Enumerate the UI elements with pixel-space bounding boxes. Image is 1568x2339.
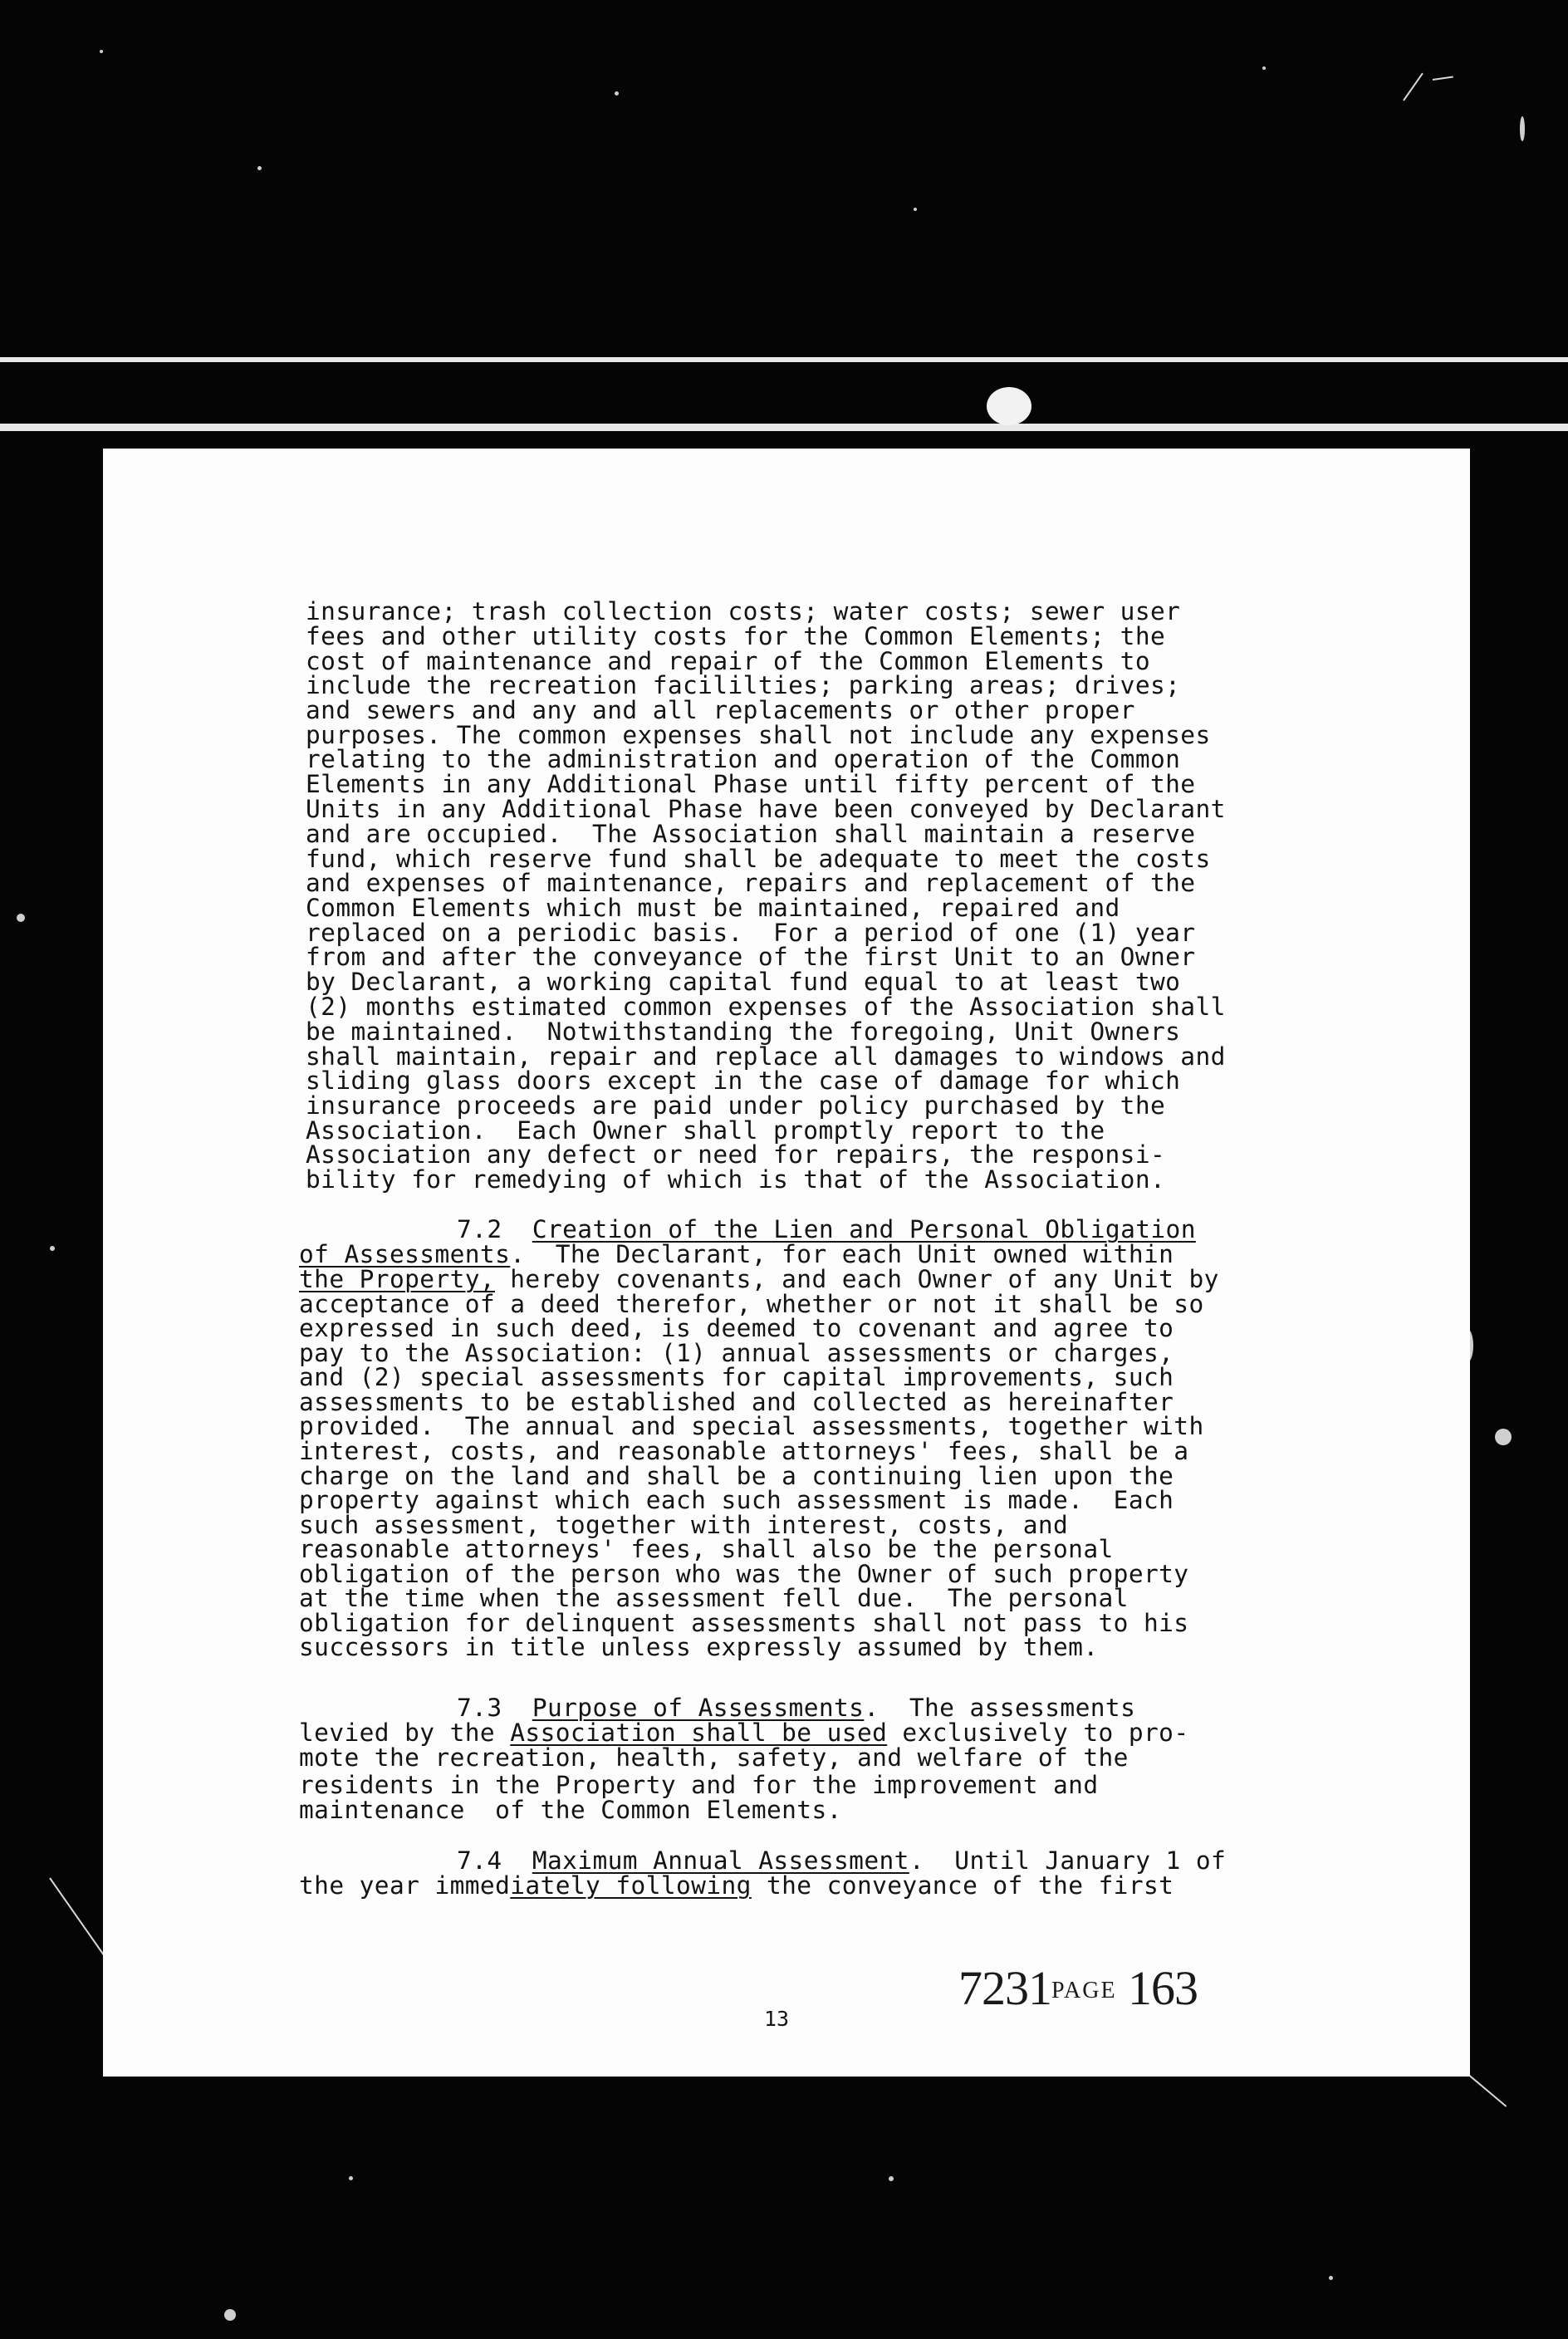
scan-streak [1433,76,1453,81]
text-line: fees and other utility costs for the Common Elements; the [306,622,1166,650]
text-fragment: levied by the [299,1719,511,1747]
text-fragment: the conveyance of the first [751,1871,1174,1900]
text-line: relating to the administration and operation of the Common [306,745,1181,773]
text-line: sliding glass doors except in the case of damage for which [306,1067,1181,1095]
text-line: charge on the land and shall be a continuing lien upon the [299,1462,1174,1490]
text-line: Common Elements which must be maintained, repaired and [306,894,1120,922]
scan-speck [1495,1429,1512,1445]
text-line: fund, which reserve fund shall be adequate to meet the costs [306,845,1211,873]
text-line [299,1721,1188,1746]
text-line: and (2) special assessments for capital improvements, such [299,1363,1174,1391]
section-heading: Purpose of Assessments [532,1694,865,1722]
text-line: (2) months estimated common expenses of the Association shall [306,993,1226,1021]
text-line: acceptance of a deed therefor, whether or not it shall be so [299,1290,1204,1318]
text-line: expressed in such deed, is deemed to covenant and agree to [299,1314,1174,1342]
text-fragment: . The Declarant, for each Unit owned within [510,1240,1174,1268]
text-line: interest, costs, and reasonable attorneys' fees, shall be a [299,1437,1189,1465]
text-fragment: . The assessments [864,1694,1136,1722]
scan-speck [889,2176,894,2181]
text-line: such assessment, together with interest, costs, and [299,1511,1069,1539]
text-line: insurance; trash collection costs; water costs; sewer user [306,597,1181,625]
text-fragment: the year immed [299,1871,511,1900]
scan-speck [257,166,262,170]
scan-speck [914,208,917,211]
text-line [299,1240,1174,1268]
scan-speck [50,1246,55,1251]
text-fragment: exclusively to pro- [887,1719,1189,1747]
text-line: at the time when the assessment fell due. The personal [299,1584,1129,1612]
text-line: Units in any Additional Phase have been conveyed by Declarant [306,795,1226,823]
section-heading-continued: of Assessments [299,1240,511,1268]
document-page [103,449,1470,2077]
text-fragment: hereby covenants, and each Owner of any Unit by [495,1265,1219,1293]
text-line: obligation for delinquent assessments shall not pass to his [299,1609,1189,1637]
text-line: be maintained. Notwithstanding the foregoing, Unit Owners [306,1017,1181,1046]
scan-speck [1329,2276,1333,2280]
underlined-text: the Property, [299,1265,496,1293]
text-line: successors in title unless expressly assumed by them. [299,1633,1099,1661]
section-heading-line [457,1696,1135,1721]
page-number: 13 [764,2007,790,2031]
text-line [299,1871,1174,1900]
text-line: Association any defect or need for repairs, the responsi- [306,1140,1166,1169]
book-page-stamp [958,1960,1198,2016]
text-line: and are occupied. The Association shall maintain a reserve [306,820,1196,848]
scanner-edge-line-bottom [0,424,1568,431]
scan-speck [224,2309,236,2321]
scan-speck [1262,66,1266,70]
book-number: 7231 [958,1961,1051,2015]
text-line: assessments to be established and collected as hereinafter [299,1388,1174,1416]
book-page-number: 163 [1128,1961,1198,2015]
section-heading-line [457,1846,1227,1875]
scan-streak [1403,73,1423,101]
text-line: insurance proceeds are paid under policy purchased by the [306,1091,1166,1120]
text-line: replaced on a periodic basis. For a period of one (1) year [306,919,1196,947]
scan-speck [615,91,619,96]
scan-speck [17,914,25,922]
underlined-text: iately following [510,1871,752,1900]
text-line: mote the recreation, health, safety, and welfare of the [299,1743,1129,1772]
text-line: reasonable attorneys' fees, shall also be the personal [299,1535,1114,1563]
text-line: from and after the conveyance of the first Unit to an Owner [306,943,1196,971]
page-mark: PAGE [1051,1978,1117,2003]
text-line: and expenses of maintenance, repairs and replacement of the [306,869,1196,897]
text-line: shall maintain, repair and replace all damages to windows and [306,1042,1226,1071]
section-number: 7.2 [457,1215,502,1243]
text-line: include the recreation facililties; parking areas; drives; [306,671,1181,699]
scan-artifact-blob [987,387,1031,425]
section-number: 7.4 [457,1846,502,1875]
text-line: property against which each such assessment is made. Each [299,1486,1174,1514]
scan-speck [1520,116,1525,141]
text-line: and sewers and any and all replacements or other proper [306,696,1135,724]
text-line: Association. Each Owner shall promptly report to the [306,1116,1105,1145]
text-line: cost of maintenance and repair of the Common Elements to [306,647,1150,675]
text-line: provided. The annual and special assessments, together with [299,1412,1204,1440]
underlined-text: Association shall be used [510,1719,888,1747]
scan-speck [349,2176,353,2180]
text-line: obligation of the person who was the Owner of such property [299,1560,1189,1588]
scan-speck [100,50,103,53]
text-line: pay to the Association: (1) annual assessments or charges, [299,1339,1174,1367]
text-line: maintenance of the Common Elements. [299,1796,842,1824]
section-heading-line [457,1215,1196,1243]
text-line: purposes. The common expenses shall not include any expenses [306,721,1211,749]
scanner-edge-line-top [0,357,1568,362]
section-heading: Maximum Annual Assessment [532,1846,909,1875]
section-heading: Creation of the Lien and Personal Obligation [532,1215,1196,1243]
text-line: bility for remedying of which is that of the Association. [306,1165,1166,1194]
text-line: by Declarant, a working capital fund equal to at least two [306,968,1181,996]
text-fragment: . Until January 1 of [909,1846,1227,1875]
text-line: Elements in any Additional Phase until fifty percent of the [306,770,1196,798]
text-line: residents in the Property and for the improvement and [299,1771,1099,1799]
section-number: 7.3 [457,1694,502,1722]
text-line [299,1265,1219,1293]
